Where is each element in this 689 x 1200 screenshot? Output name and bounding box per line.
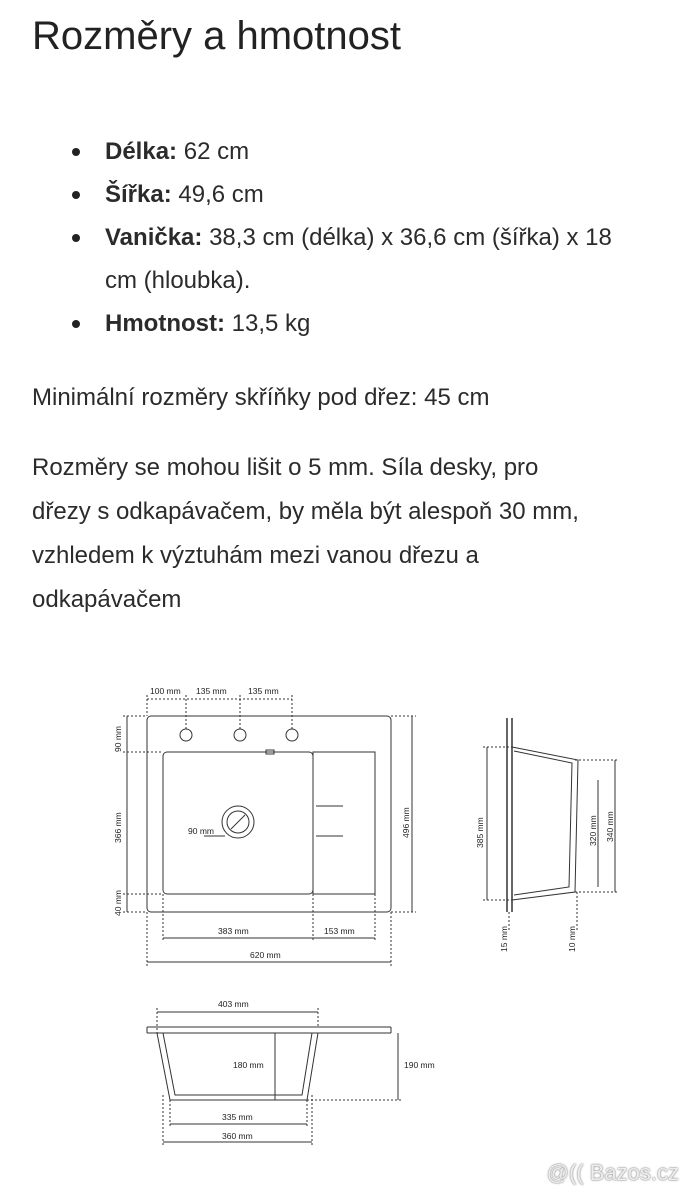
dim-label: 385 mm xyxy=(475,817,485,848)
spec-item-weight xyxy=(60,302,689,345)
dim-label: 10 mm xyxy=(567,926,577,952)
dim-label: 366 mm xyxy=(113,812,123,843)
spec-value: 49,6 cm xyxy=(171,181,264,208)
dim-label: 180 mm xyxy=(233,1060,264,1070)
note-line: Rozměry se mohou lišit o 5 mm. Síla desky, pro xyxy=(32,454,539,481)
technical-drawing xyxy=(0,660,689,1160)
dim-label: 340 mm xyxy=(605,811,615,842)
spec-value: 62 cm xyxy=(177,138,250,165)
dim-label: 90 mm xyxy=(113,726,123,752)
sink-outline xyxy=(147,716,391,912)
spec-label: Délka: xyxy=(105,138,178,165)
spec-value-continued: cm (hloubka). xyxy=(105,267,251,294)
dim-label: 135 mm xyxy=(196,686,227,696)
dim-label: 153 mm xyxy=(324,926,355,936)
spec-value: 38,3 cm (délka) x 36,6 cm (šířka) x 18 xyxy=(202,224,612,251)
dim-label: 360 mm xyxy=(222,1131,253,1141)
note-line: vzhledem k výztuhám mezi vanou dřezu a xyxy=(32,542,479,569)
tap-hole xyxy=(234,729,246,741)
dim-label: 383 mm xyxy=(218,926,249,936)
spec-item-basin xyxy=(60,216,689,302)
tolerance-note xyxy=(32,446,689,622)
spec-label: Šířka: xyxy=(105,181,172,208)
dim-label: 15 mm xyxy=(499,926,509,952)
dim-label: 496 mm xyxy=(401,807,411,838)
dim-label: 135 mm xyxy=(248,686,279,696)
note-line: dřezy s odkapávačem, by měla být alespoň 30 mm, xyxy=(32,498,579,525)
dim-label: 90 mm xyxy=(188,826,214,836)
dim-label: 320 mm xyxy=(588,815,598,846)
spec-label: Hmotnost: xyxy=(105,310,225,337)
dim-label: 403 mm xyxy=(218,999,249,1009)
dim-label: 620 mm xyxy=(250,950,281,960)
dim-label: 335 mm xyxy=(222,1112,253,1122)
spec-value: 13,5 kg xyxy=(224,310,311,337)
note-line: odkapávačem xyxy=(32,586,182,613)
tap-hole xyxy=(180,729,192,741)
tap-hole xyxy=(286,729,298,741)
page-title: Rozměry a hmotnost xyxy=(32,14,402,58)
min-cabinet-text: Minimální rozměry skříňky pod dřez: 45 cm xyxy=(32,384,490,411)
watermark: @(( Bazos.cz xyxy=(546,1160,679,1185)
spec-item-width xyxy=(60,173,689,216)
dim-label: 190 mm xyxy=(404,1060,435,1070)
spec-list xyxy=(60,130,689,345)
spec-label: Vanička: xyxy=(105,224,203,251)
dim-label: 100 mm xyxy=(150,686,181,696)
basin-outline xyxy=(163,752,313,894)
dim-label: 40 mm xyxy=(113,890,123,916)
spec-item-length xyxy=(60,130,689,173)
drainer-outline xyxy=(313,752,375,894)
